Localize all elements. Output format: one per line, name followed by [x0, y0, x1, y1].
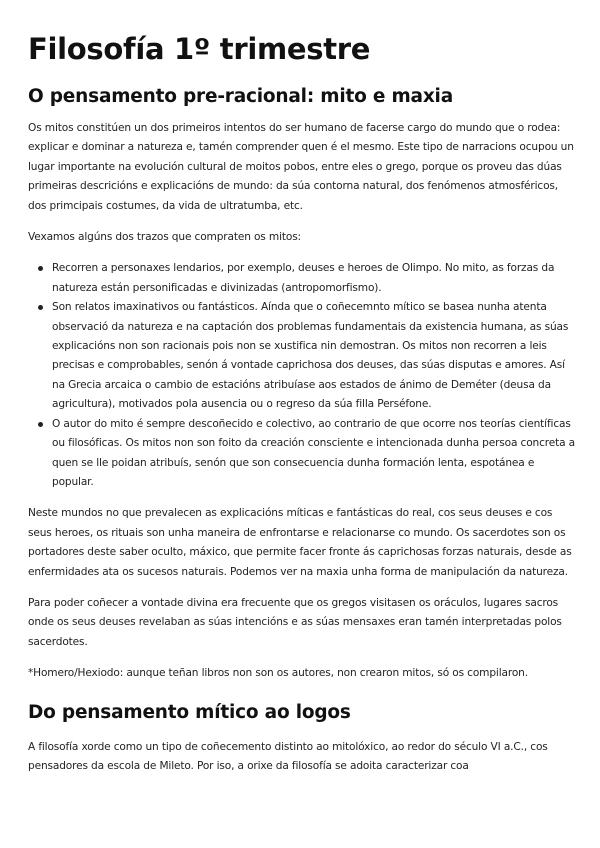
list-item-text: Recorren a personaxes lendarios, por exemplo, deuses e heroes de Olimpo. No mito, as forzas da natureza están personificadas e divinizadas (antropomorfismo). [52, 262, 555, 294]
bullet-icon [38, 422, 43, 427]
bullet-icon [38, 305, 43, 310]
paragraph-magic: Neste mundos no que prevalecen as explicacións míticas e fantásticas do real, cos seus deuses e cos seus heroes, os rituais son unha maneira de enfrontarse e relacionarse co mundo. Os sacerdotes son os portadores deste saber oculto, máxico, que permite facer fronte ás caprichosas forzas naturais, desde as enfermidades ata os sucesos naturais. Podemos ver na maxia unha forma de manipulación da natureza. [28, 507, 572, 578]
bullet-icon [38, 266, 43, 271]
list-item [52, 259, 576, 298]
list-item-text: O autor do mito é sempre descoñecido e colectivo, ao contrario de que ocorre nos teorías científicas ou filosóficas. Os mitos non son foito da creación consciente e intencionada dunha persoa concreta a quen se lle poidan atribuís, senón que son consecuencia dunha formación lenta, espotánea e popular. [52, 417, 576, 488]
list-item-text: Son relatos imaxinativos ou fantásticos. Aínda que o coñecemnto mítico se basea nunha atenta observació da natureza e na captación dos problemas fundamentais da existencia humana, as súas explicacións non son racionais pois non se xustifica nin demostran. Os mitos non recorren a leis precisas e comprobables, senón á vontade caprichosa dos deuses, das súas disputas e amores. Así na Grecia arcaica o cambio de estacións atribuíase aos estados de ánimo de Deméter (deusa da agricultura), motivados pola ausencia ou o regreso da súa filla Perséfone. [52, 301, 569, 411]
list-item [52, 298, 576, 414]
paragraph-philosophy-origin: A filosofía xorde como un tipo de coñecemento distinto ao mitolóxico, ao redor do século VI a.C., cos pensadores da escola de Mileto. Por iso, a orixe da filosofía se adoita caracterizar coa [28, 740, 548, 772]
section-heading-pre-rational: O pensamento pre-racional: mito e maxia [28, 86, 453, 107]
list-item [52, 415, 576, 493]
section-heading-logos: Do pensamento mítico ao logos [28, 701, 351, 723]
myth-traits-list [28, 259, 576, 492]
paragraph-note: *Homero/Hexiodo: aunque teñan libros non son os autores, non crearon mitos, só os compilaron. [28, 667, 528, 680]
paragraph-lead: Vexamos algúns dos trazos que compraten os mitos: [28, 231, 301, 244]
paragraph-oracles: Para poder coñecer a vontade divina era frecuente que os gregos visitasen os oráculos, lugares sacros onde os seus deuses revelaban as súas intencións e as súas mensaxes eran tamén interpretadas polos sacerdotes. [28, 596, 562, 648]
paragraph-intro: Os mitos constitúen un dos primeiros intentos do ser humano de facerse cargo do mundo que o rodea: explicar e dominar a natureza e, tamén comprender quen é el mesmo. Este tipo de narracions ocupou un lugar importante na evolución cultural de moitos pobos, entre eles o grego, porque os proveu das dúas primeiras descricións e explicacións de mundo: da súa contorna natural, dos fenómenos atmosféricos, dos primcipais costumes, da vida de ultratumba, etc. [28, 122, 574, 212]
document-title: Filosofía 1º trimestre [28, 32, 371, 66]
document-page [28, 30, 576, 788]
